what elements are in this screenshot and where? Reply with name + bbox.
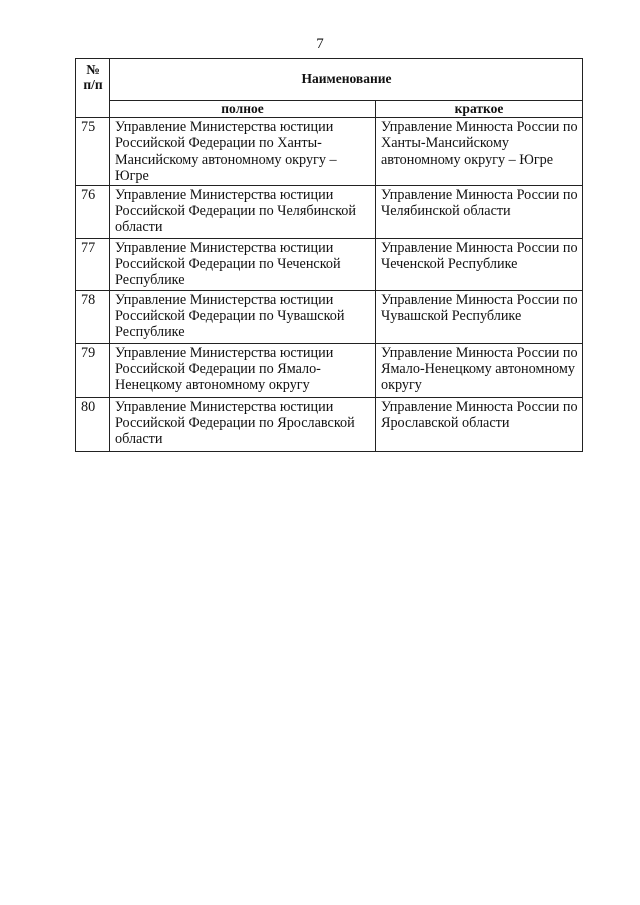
full-name: Управление Министерства юстиции Российской Федерации по Чеченской Республике [110, 239, 376, 291]
row-number: 79 [76, 344, 110, 398]
short-name: Управление Минюста России по Ярославской области [376, 398, 583, 452]
row-number: 77 [76, 239, 110, 291]
full-name: Управление Министерства юстиции Российской Федерации по Ямало-Ненецкому автономному округу [110, 344, 376, 398]
table-row [76, 291, 583, 344]
short-name: Управление Минюста России по Ямало-Ненецкому автономному округу [376, 344, 583, 398]
row-number: 76 [76, 186, 110, 239]
full-name: Управление Министерства юстиции Российской Федерации по Ханты-Мансийскому автономному округу – Югре [110, 118, 376, 186]
subheader-row [76, 101, 583, 118]
table-row [76, 344, 583, 398]
table-row [76, 398, 583, 452]
header-full: полное [110, 101, 376, 118]
header-short: краткое [376, 101, 583, 118]
table-row [76, 186, 583, 239]
row-number: 80 [76, 398, 110, 452]
short-name: Управление Минюста России по Ханты-Мансийскому автономному округу – Югре [376, 118, 583, 186]
page-number: 7 [316, 36, 324, 52]
short-name: Управление Минюста России по Чувашской Республике [376, 291, 583, 344]
full-name: Управление Министерства юстиции Российской Федерации по Челябинской области [110, 186, 376, 239]
short-name: Управление Минюста России по Челябинской области [376, 186, 583, 239]
row-number: 78 [76, 291, 110, 344]
table-row [76, 239, 583, 291]
header-number: № п/п [76, 59, 110, 118]
table-row [76, 118, 583, 186]
agencies-table [75, 58, 583, 452]
full-name: Управление Министерства юстиции Российской Федерации по Чувашской Республике [110, 291, 376, 344]
header-row [76, 59, 583, 101]
header-name: Наименование [110, 59, 583, 101]
row-number: 75 [76, 118, 110, 186]
full-name: Управление Министерства юстиции Российской Федерации по Ярославской области [110, 398, 376, 452]
short-name: Управление Минюста России по Чеченской Республике [376, 239, 583, 291]
